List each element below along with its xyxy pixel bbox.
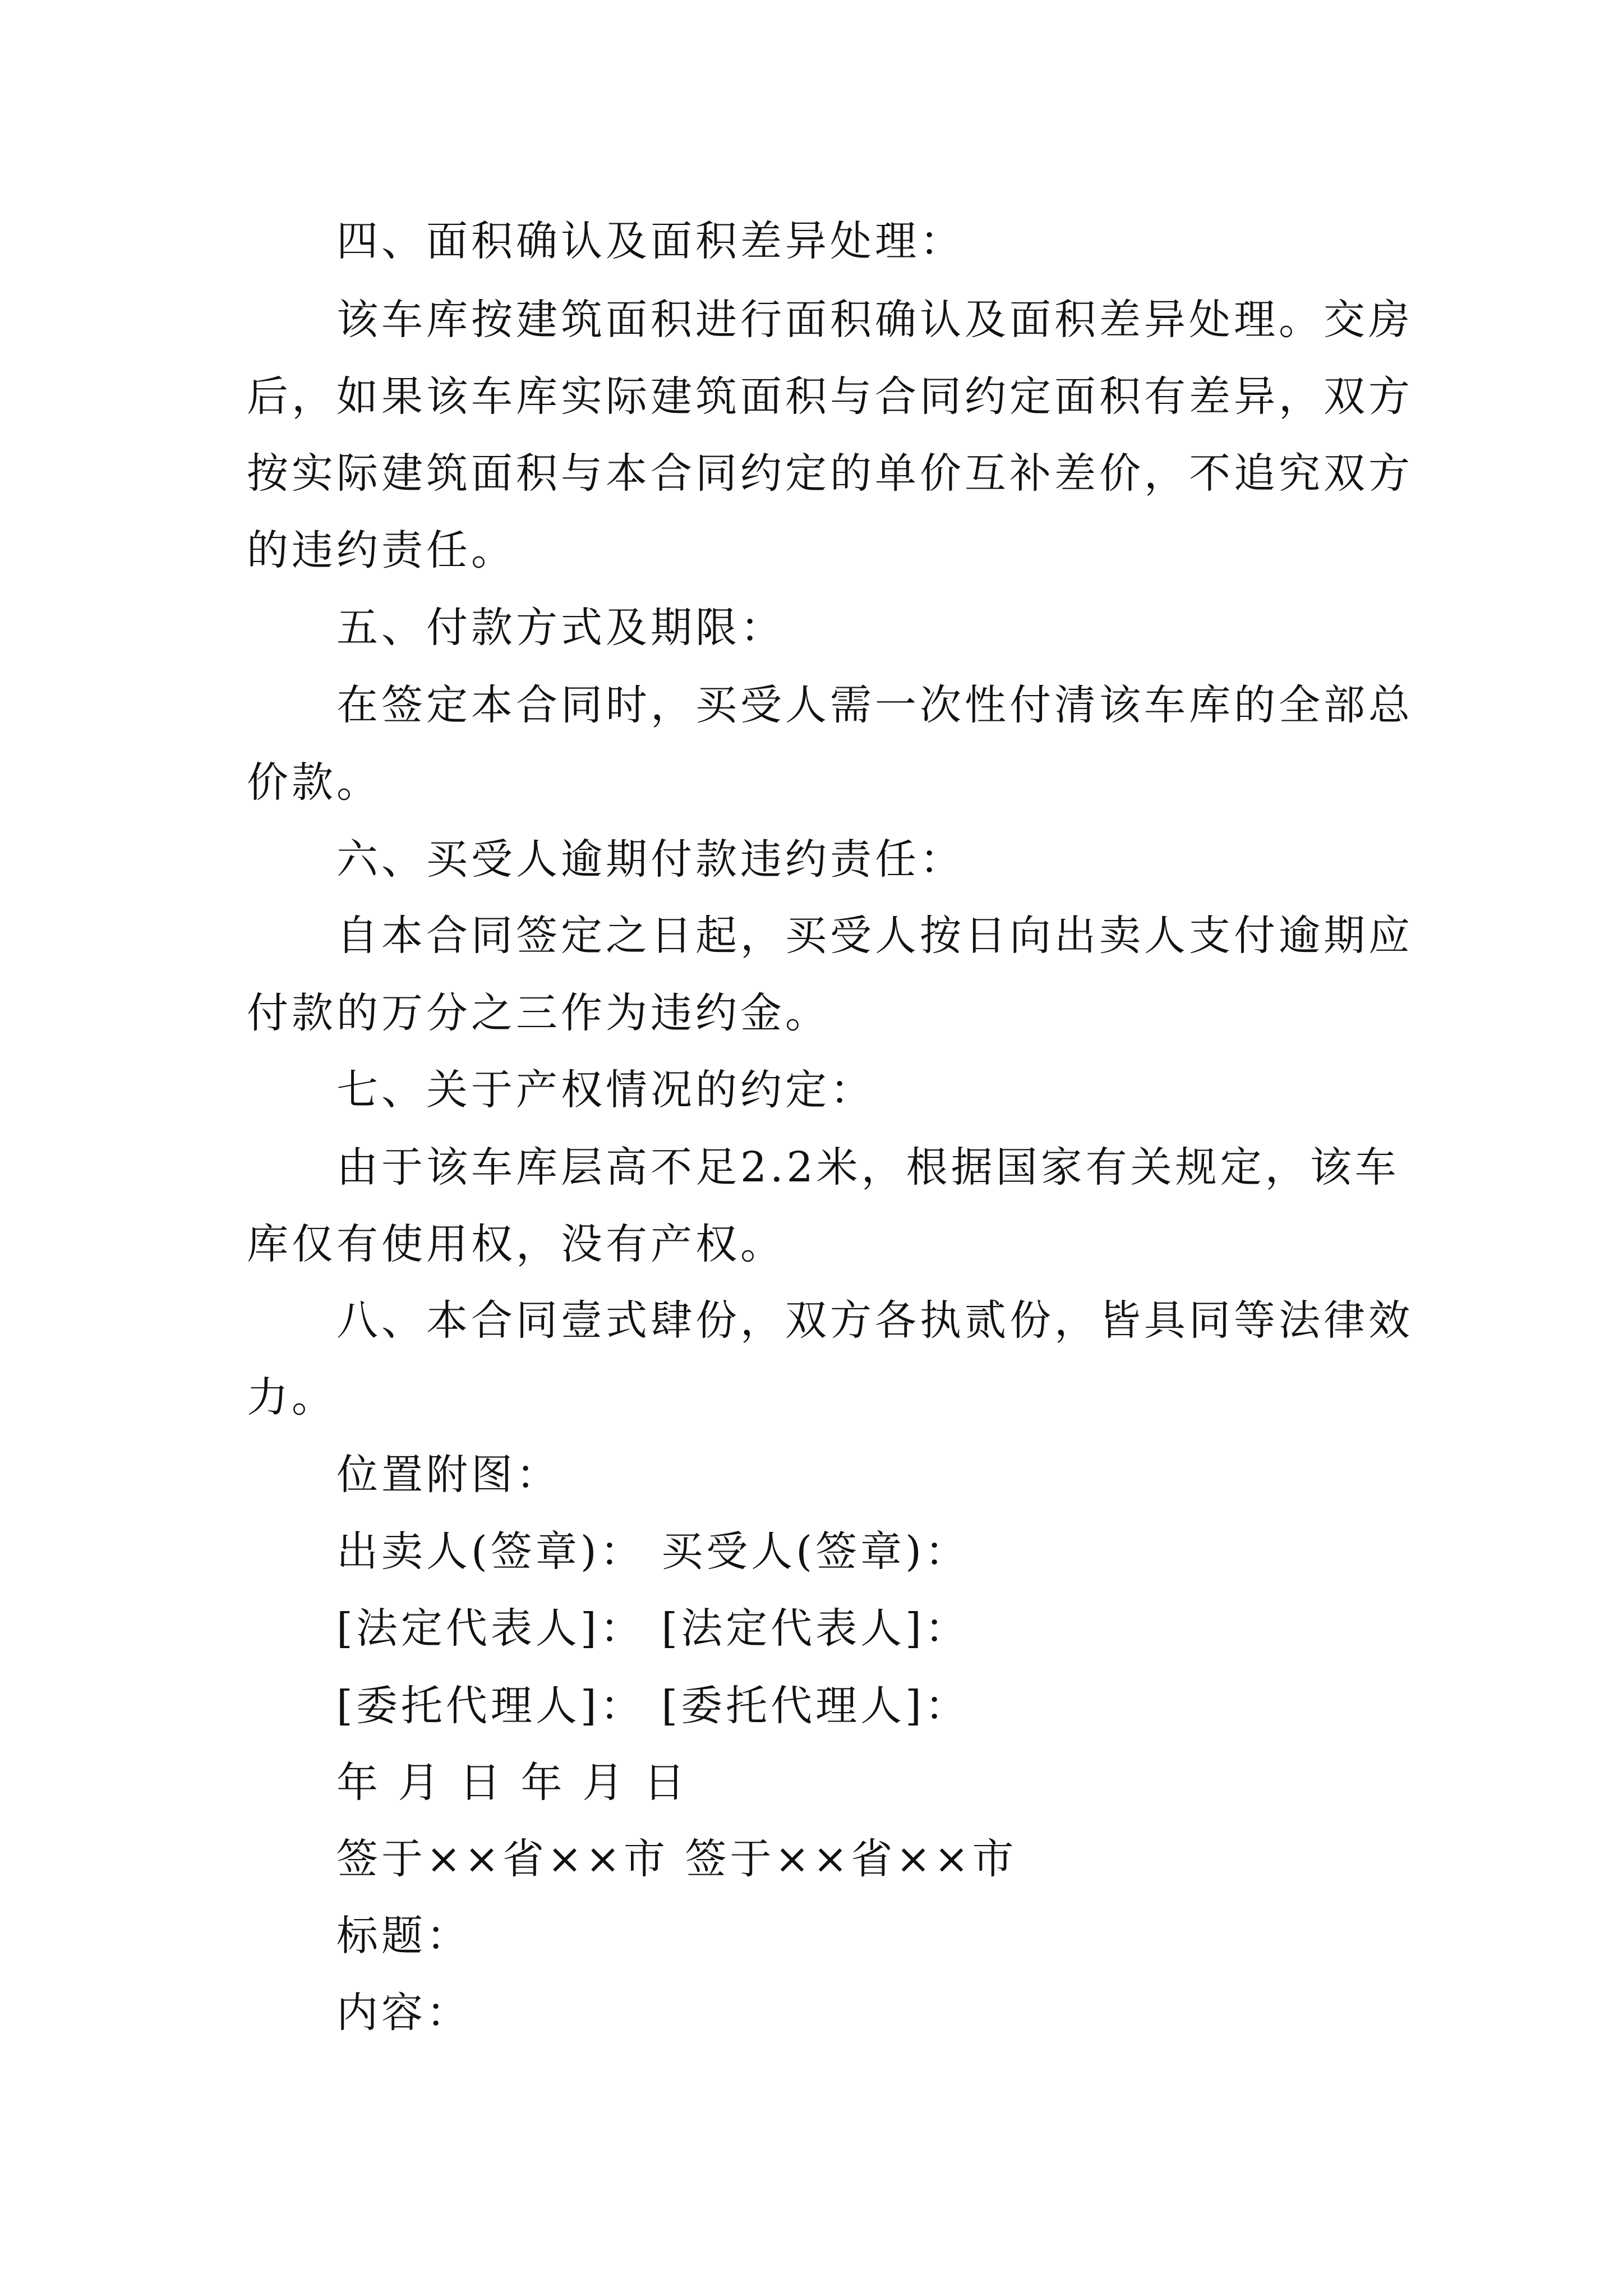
section-8-line-2: 力。 — [247, 1373, 336, 1421]
seller-buyer-signature-line: 出卖人(签章)： 买受人(签章)： — [336, 1527, 970, 1576]
section-7-paragraph-line-2: 库仅有使用权，没有产权。 — [247, 1220, 785, 1268]
section-8-line-1: 八、本合同壹式肆份，双方各执贰份，皆具同等法律效 — [336, 1296, 1413, 1345]
legal-representative-line: [法定代表人]： [法定代表人]： — [336, 1604, 970, 1653]
section-5-paragraph-line-1: 在签定本合同时，买受人需一次性付清该车库的全部总 — [336, 681, 1413, 729]
content-label: 内容： — [336, 1989, 471, 2037]
section-6-paragraph-line-2: 付款的万分之三作为违约金。 — [247, 989, 830, 1037]
section-6-paragraph-line-1: 自本合同签定之日起，买受人按日向出卖人支付逾期应 — [336, 912, 1413, 960]
section-4-paragraph-line-1: 该车库按建筑面积进行面积确认及面积差异处理。交房 — [336, 296, 1413, 344]
authorized-agent-line: [委托代理人]： [委托代理人]： — [336, 1682, 970, 1730]
section-4-paragraph-line-4: 的违约责任。 — [247, 526, 516, 574]
section-6-heading: 六、买受人逾期付款违约责任： — [336, 835, 965, 884]
location-map-label: 位置附图： — [336, 1451, 561, 1499]
title-label: 标题： — [336, 1912, 471, 1960]
section-4-paragraph-line-2: 后，如果该车库实际建筑面积与合同约定面积有差异，双方 — [247, 372, 1413, 421]
section-7-heading: 七、关于产权情况的约定： — [336, 1066, 875, 1114]
date-line: 年 月 日 年 月 日 — [336, 1759, 689, 1807]
section-5-heading: 五、付款方式及期限： — [336, 604, 785, 652]
signing-place-line: 签于××省××市 签于××省××市 — [336, 1835, 1017, 1883]
section-7-paragraph-line-1: 由于该车库层高不足2.2米，根据国家有关规定，该车 — [336, 1143, 1400, 1191]
section-5-paragraph-line-2: 价款。 — [247, 758, 381, 807]
section-4-heading: 四、面积确认及面积差异处理： — [336, 217, 965, 265]
section-4-paragraph-line-3: 按实际建筑面积与本合同约定的单价互补差价，不追究双方 — [247, 449, 1413, 498]
